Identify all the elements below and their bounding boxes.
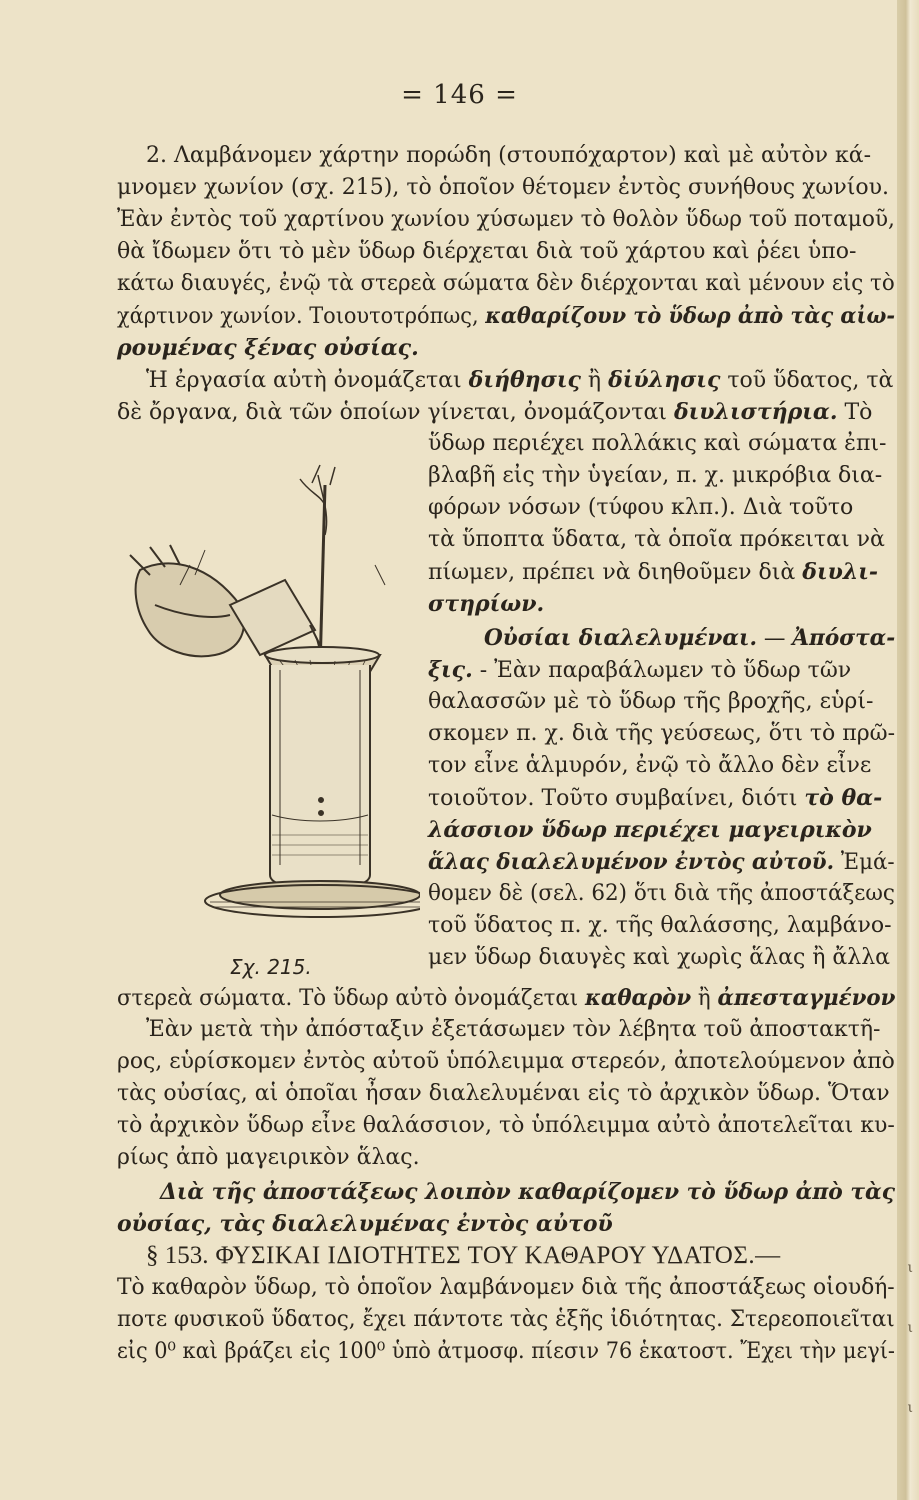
text-run: πίωμεν, πρέπει νὰ διηθοῦμεν διὰ bbox=[428, 560, 796, 585]
emphasis-line: ρουμένας ξένας οὐσίας. bbox=[117, 335, 419, 361]
text-line bbox=[428, 782, 882, 815]
term-filtration: διήθησις bbox=[468, 367, 581, 393]
text-line bbox=[146, 364, 893, 397]
text-run: χάρτινον χωνίον. Τοιουτοτρόπως, bbox=[117, 304, 479, 329]
dash: — bbox=[763, 626, 786, 651]
term-distilled: ἀπεσταγμένον bbox=[717, 985, 896, 1011]
text-line bbox=[428, 556, 878, 589]
text-line: ρίως ἀπὸ μαγειρικὸν ἅλας. bbox=[117, 1145, 420, 1170]
conclusion-line: οὐσίας, τὰς διαλελυμένας ἐντὸς αὐτοῦ bbox=[117, 1211, 613, 1237]
emphasis: διυλι- bbox=[802, 559, 879, 585]
text-run: στερεὰ σώματα. Τὸ ὕδωρ αὐτὸ ὀνομάζεται bbox=[117, 986, 579, 1011]
text-line: τοῦ ὕδατος π. χ. τῆς θαλάσσης, λαμβάνο- bbox=[428, 913, 892, 938]
text-line: Τὸ καθαρὸν ὕδωρ, τὸ ὁποῖον λαμβάνομεν διὰ τῆς ἀποστάξεως οἱουδή- bbox=[117, 1275, 895, 1300]
text-line: μνομεν χωνίον (σχ. 215), τὸ ὁποῖον θέτομεν ἐντὸς συνήθους χωνίου. bbox=[117, 175, 889, 200]
subheading-line bbox=[484, 622, 895, 655]
text-line: τὰς οὐσίας, αἱ ὁποῖαι ἦσαν διαλελυμέναι εἰς τὸ ἀρχικὸν ὕδωρ. Ὅταν bbox=[117, 1081, 890, 1106]
text-line: κάτω διαυγές, ἐνῷ τὰ στερεὰ σώματα δὲν διέρχονται καὶ μένουν εἰς τὸ bbox=[117, 271, 895, 296]
text-line: τὰ ὕποπτα ὕδατα, τὰ ὁποῖα πρόκειται νὰ bbox=[428, 527, 885, 552]
text-run: Ἡ ἐργασία αὐτὴ ὀνομάζεται bbox=[146, 368, 462, 393]
subheading-dissolved: Οὐσίαι διαλελυμέναι. bbox=[484, 625, 757, 651]
subheading-distillation: ξις. bbox=[428, 657, 473, 683]
text-run: τοῦ ὕδατος, τὰ bbox=[727, 368, 894, 393]
text-line: βλαβῆ εἰς τὴν ὑγείαν, π. χ. μικρόβια δια- bbox=[428, 463, 883, 488]
edge-mark: ι bbox=[907, 1400, 913, 1416]
emphasis: τὸ θα- bbox=[804, 785, 883, 811]
section-title: ΦΥΣΙΚΑΙ ΙΔΙΟΤΗΤΕΣ ΤΟΥ ΚΑΘΑΡΟΥ ΥΔΑΤΟΣ.— bbox=[215, 1242, 781, 1269]
text-line bbox=[428, 846, 895, 879]
text-run: δὲ ὄργανα, διὰ τῶν ὁποίων γίνεται, ὀνομάζονται bbox=[117, 400, 667, 425]
term-filters: διυλιστήρια. bbox=[673, 399, 838, 425]
text-run: Τὸ bbox=[844, 400, 873, 425]
text-line: θαλασσῶν μὲ τὸ ὕδωρ τῆς βροχῆς, εὑρί- bbox=[428, 689, 874, 714]
text-line: Ἐὰν ἐντὸς τοῦ χαρτίνου χωνίου χύσωμεν τὸ θολὸν ὕδωρ τοῦ ποταμοῦ, bbox=[117, 207, 895, 232]
text-line: θομεν δὲ (σελ. 62) ὅτι διὰ τῆς ἀποστάξεως bbox=[428, 881, 895, 906]
text-line bbox=[117, 300, 895, 333]
text-run: - Ἐὰν παραβάλωμεν τὸ ὕδωρ τῶν bbox=[479, 658, 852, 683]
text-run: ἢ bbox=[697, 986, 711, 1011]
text-line bbox=[117, 396, 872, 429]
section-heading bbox=[146, 1240, 781, 1273]
text-line: τὸ ἀρχικὸν ὕδωρ εἶνε θαλάσσιον, τὸ ὑπόλειμμα αὐτὸ ἀποτελεῖται κυ- bbox=[117, 1113, 895, 1138]
text-line: εἰς 0⁰ καὶ βράζει εἰς 100⁰ ὑπὸ ἀτμοσφ. πίεσιν 76 ἑκατοστ. Ἔχει τὴν μεγί- bbox=[117, 1339, 895, 1364]
edge-mark: ι bbox=[907, 1320, 913, 1336]
text-run: ἢ bbox=[587, 368, 602, 393]
conclusion-line: Διὰ τῆς ἀποστάξεως λοιπὸν καθαρίζομεν τὸ ὕδωρ ἀπὸ τὰς bbox=[160, 1179, 895, 1205]
section-number: § 153. bbox=[146, 1242, 209, 1269]
text-line: θὰ ἴδωμεν ὅτι τὸ μὲν ὕδωρ διέρχεται διὰ τοῦ χάρτου καὶ ῥέει ὑπο- bbox=[117, 239, 857, 264]
text-run: Ἐμά- bbox=[840, 850, 895, 875]
term-pure: καθαρὸν bbox=[584, 985, 692, 1011]
text-line bbox=[117, 982, 895, 1015]
text-line: τον εἶνε ἁλμυρόν, ἐνῷ τὸ ἄλλο δὲν εἶνε bbox=[428, 753, 872, 778]
page-edge bbox=[897, 0, 919, 1500]
figure-caption: Σχ. 215. bbox=[230, 955, 312, 979]
text-line: Ἐὰν μετὰ τὴν ἀπόσταξιν ἐξετάσωμεν τὸν λέβητα τοῦ ἀποστακτῆ- bbox=[146, 1017, 881, 1042]
text-line: σκομεν π. χ. διὰ τῆς γεύσεως, ὅτι τὸ πρῶ- bbox=[428, 721, 896, 746]
term-straining: δι̇ύλησις bbox=[608, 367, 721, 393]
emphasis: ἅλας διαλελυμένον ἐντὸς αὐτοῦ. bbox=[428, 849, 835, 875]
emphasis-line: στηρίων. bbox=[428, 591, 545, 617]
text-line: 2. Λαμβάνομεν χάρτην πορώδη (στουπόχαρτον) καὶ μὲ αὐτὸν κά- bbox=[146, 143, 872, 168]
text-run: τοιοῦτον. Τοῦτο συμβαίνει, διότι bbox=[428, 786, 798, 811]
emphasis-line: λάσσιον ὕδωρ περιέχει μαγειρικὸν bbox=[428, 817, 872, 843]
text-line: φόρων νόσων (τύφου κλπ.). Διὰ τοῦτο bbox=[428, 495, 854, 520]
emphasis: καθαρίζουν τὸ ὕδωρ ἀπὸ τὰς αἰω- bbox=[485, 303, 896, 329]
subheading-distillation: Ἀπόστα- bbox=[792, 625, 896, 651]
text-line bbox=[428, 654, 851, 687]
text-line: ὕδωρ περιέχει πολλάκις καὶ σώματα ἐπι- bbox=[428, 431, 887, 456]
page-number: = 146 = bbox=[401, 80, 518, 110]
filtration-funnel-illustration bbox=[120, 455, 420, 945]
edge-mark: ι bbox=[907, 1260, 913, 1276]
text-line: ποτε φυσικοῦ ὕδατος, ἔχει πάντοτε τὰς ἑξῆς ἰδιότητας. Στερεοποιεῖται bbox=[117, 1307, 895, 1332]
text-line: μεν ὕδωρ διαυγὲς καὶ χωρὶς ἅλας ἢ ἄλλα bbox=[428, 945, 891, 970]
text-line: ρος, εὑρίσκομεν ἐντὸς αὐτοῦ ὑπόλειμμα στερεόν, ἀποτελούμενον ἀπὸ bbox=[117, 1049, 895, 1074]
